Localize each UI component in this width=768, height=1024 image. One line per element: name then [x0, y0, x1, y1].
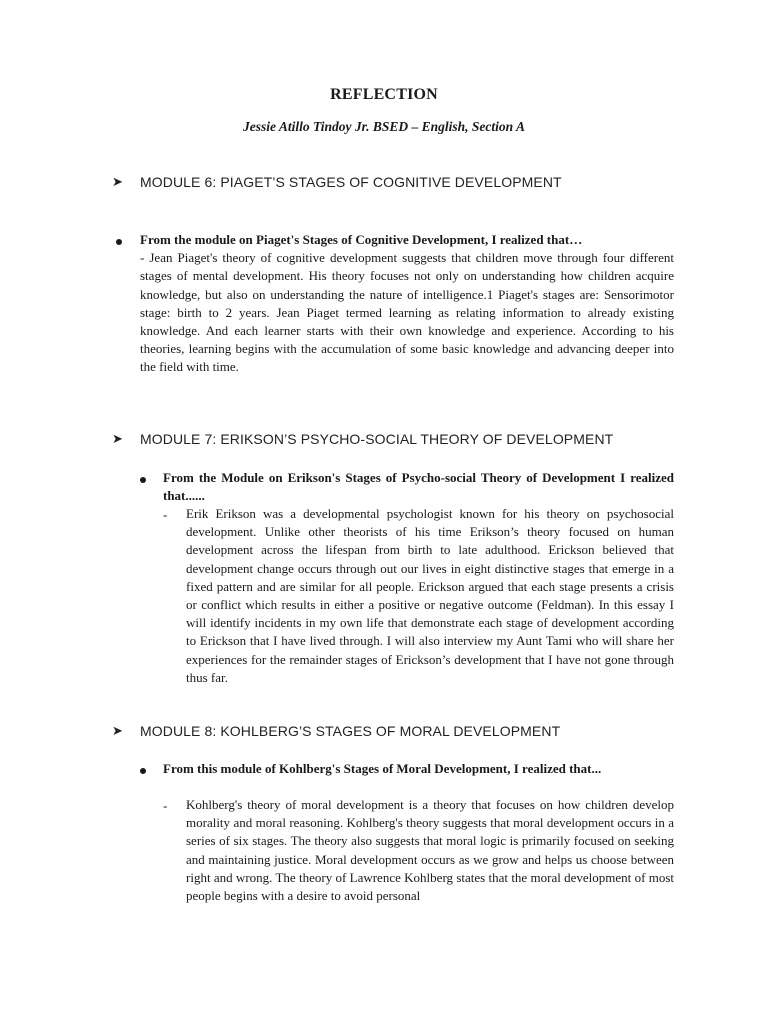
author-line: Jessie Atillo Tindoy Jr. BSED – English, Section A	[242, 119, 526, 134]
module-6-paragraph	[140, 231, 674, 377]
module-7-body: Erik Erikson was a developmental psychologist known for his theory on psychosocial development. Unlike other theorists of his time Erikson’s theory focused on human development across the lifespan from birth to late adulthood. Erickson believed that development change occurs through out our lives in eight distinctive stages that emerge in a fixed pattern and are similar for all people. Erickson argued that each stage presents a crisis or conflict which results in either a positive or negative outcome (Feldman). In this essay I will identify incidents in my own life that demonstrate each stage of development according to Erickson that I have lived through. I will also interview my Aunt Tami who will share her experiences for the remainder stages of Erickson’s development that I have not gone through thus far.	[186, 506, 674, 685]
arrow-bullet-icon: ➤	[112, 432, 123, 447]
bullet-dot-icon	[140, 477, 146, 483]
module-6-heading-text: MODULE 6: PIAGET’S STAGES OF COGNITIVE DEVELOPMENT	[140, 174, 562, 190]
module-7-dash: -	[163, 507, 168, 522]
document-title: REFLECTION	[330, 86, 438, 103]
module-8-body: Kohlberg's theory of moral development is a theory that focuses on how children develop morality and moral reasoning. Kohlberg's theory suggests that moral development occurs in a series of six stages. The theory also suggests that moral logic is primarily focused on seeking and maintaining justice. Moral development occurs as we grow and helps us choose between right and wrong. The theory of Lawrence Kohlberg states that the moral development of most people begins with a desire to avoid personal	[186, 797, 674, 904]
module-6-body: - Jean Piaget's theory of cognitive development suggests that children move through four different stages of mental development. His theory focuses not only on understanding how children acquire knowledge, but also on understanding the nature of intelligence.1 Piaget's stages are: Sensorimotor stage: birth to 2 years. Jean Piaget termed learning as relating information to already existing knowledge. And each learner starts with their own knowledge and experience. According to his theories, learning begins with the accumulation of some basic knowledge and advancing deeper into the field with time.	[140, 250, 674, 375]
arrow-bullet-icon: ➤	[112, 175, 123, 190]
module-8-heading-text: MODULE 8: KOHLBERG’S STAGES OF MORAL DEVELOPMENT	[140, 723, 561, 739]
module-8-dash: -	[163, 798, 168, 813]
module-6-lead: From the module on Piaget's Stages of Cognitive Development, I realized that…	[140, 232, 583, 247]
bullet-dot-icon	[140, 768, 146, 774]
module-7-heading-text: MODULE 7: ERIKSON’S PSYCHO-SOCIAL THEORY OF DEVELOPMENT	[140, 431, 614, 447]
bullet-dot-icon	[116, 239, 122, 245]
arrow-bullet-icon: ➤	[112, 724, 123, 739]
module-8-lead: From this module of Kohlberg's Stages of Moral Development, I realized that...	[163, 761, 602, 776]
module-7-lead: From the Module on Erikson's Stages of Psycho-social Theory of Development I realized that......	[163, 470, 674, 504]
